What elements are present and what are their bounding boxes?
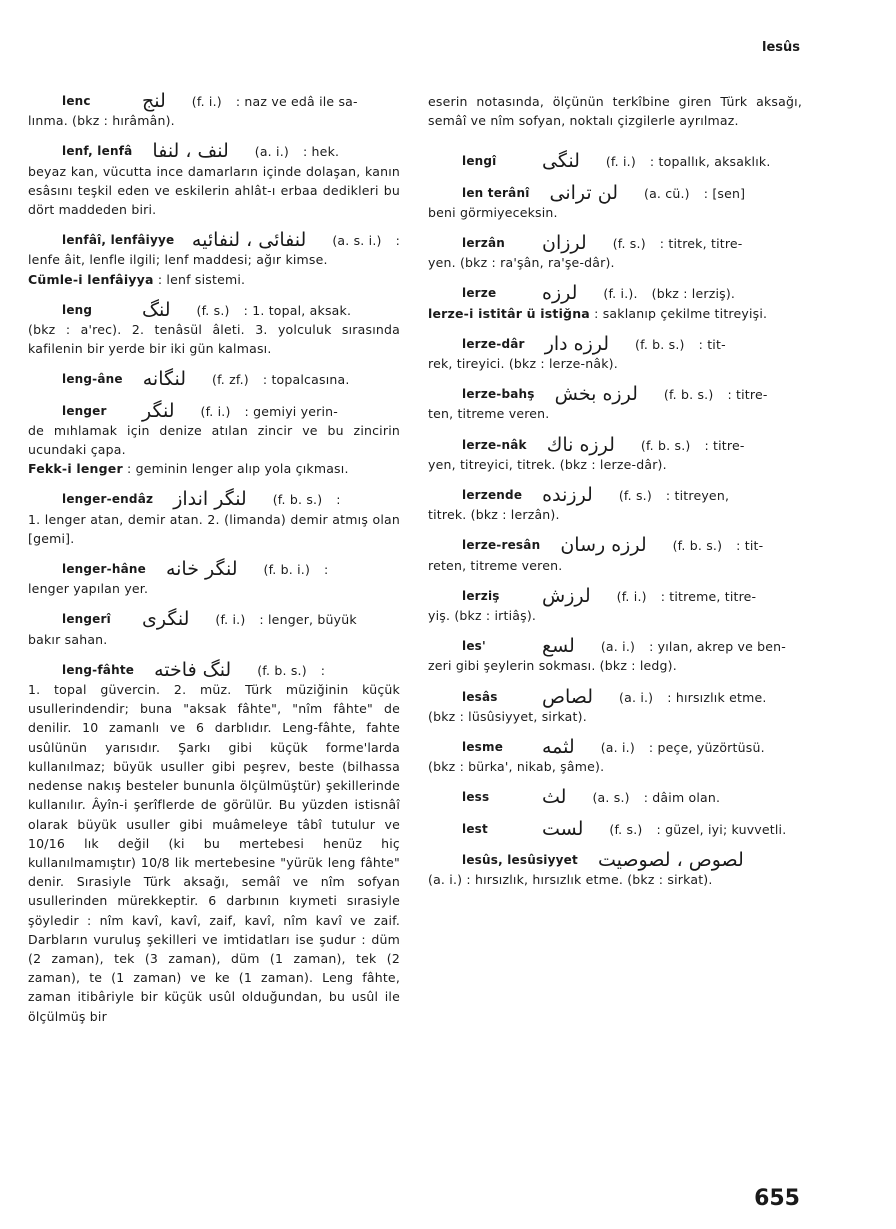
arabic-script: لرزنده: [542, 484, 593, 507]
headword: lenger-hâne: [62, 562, 146, 577]
arabic-script: لنگ: [142, 298, 171, 321]
grammar-label: (a. s. i.): [332, 233, 382, 249]
headword: lenfâî, lenfâiyye: [62, 233, 175, 248]
definition-text: 1. topal güvercin. 2. müz. Türk müziğinin küçük usullerindendir; buna "aksak fâhte", "nîm fâhte" de denilir. 10 zamanlı ve 6 darblıdır. Leng-fâhte, fahte usûlünün yarısıdır. Şarkı gibi küçük forme'larda kullanılmaz; büyük usuller gibi peşrev, beste (bilhassa nedense nakış besteler bununla ölçülmüştür) şekillerinde kullanılır. Âyîn-i şerîflerde de görülür. Bu yüzden istisnâî olarak büyük usuller gibi muâmeleye tâbî tutulur ve 10/16 lık değil (ki bu mertebesi henüz hiç kullanılmamıştır) 10/8 lik mertebesine "yürük leng fâhte" denir. Sırasiyle Türk aksağı, semâî ve nîm sofyan usullerinden mürekkeptir. 6 darbının kıymeti sırasiyle şöyledir : nîm kavî, kavî, zaif, kavî, nîm kavî ve zaif. Darbların vuruluş şekilleri ve imtidatları ise şudur : düm (2 zaman), tek (3 zaman), düm (1 zaman), tek (2 zaman), te (1 zaman) ve ke (1 zaman). Leng fâhte, zaman itibâriyle bir küçük usûl olduğundan, bu usûl ile ölçülmüş bir: [28, 682, 400, 1024]
arabic-script: لث: [542, 786, 567, 809]
sub-headword: lerze-i istitâr ü istiğna: [428, 305, 590, 321]
headword: lerze-resân: [462, 538, 541, 553]
entry-headline: [428, 234, 802, 253]
dictionary-entry: [28, 560, 400, 598]
arabic-script: لنگ فاخته: [154, 658, 232, 681]
definition-start: : dâim olan.: [643, 790, 721, 806]
sub-entry: [28, 270, 400, 289]
entry-headline: [428, 332, 802, 355]
headword: lerze-nâk: [462, 437, 527, 452]
dictionary-entry: [428, 685, 802, 726]
definition-start: :: [324, 562, 329, 578]
sub-definition: : saklanıp çekilme titreyişi.: [594, 305, 768, 321]
dictionary-entry: [428, 486, 802, 524]
right-column: [428, 92, 802, 901]
arabic-script: لرزه رسان: [560, 534, 647, 557]
entry-headline: [28, 399, 400, 422]
dictionary-entry: [28, 658, 400, 1026]
headword: len terânî: [462, 185, 530, 200]
definition-start: : lenger, büyük: [259, 612, 357, 628]
definition-start: : topalcasına.: [262, 372, 350, 388]
definition-start: : hırsızlık etme.: [667, 689, 767, 705]
definition-start: : topallık, aksaklık.: [649, 154, 771, 170]
grammar-label: (a. cü.): [644, 185, 690, 201]
grammar-label: (a. i.): [254, 144, 289, 160]
definition-text: (a. i.) : hırsızlık, hırsızlık etme. (bkz : sirkat).: [428, 872, 713, 888]
definition-start: : titre-: [704, 437, 745, 453]
entry-headline: [28, 370, 400, 389]
dictionary-entry: [28, 298, 400, 359]
definition-text: rek, tireyici. (bkz : lerze-nâk).: [428, 356, 618, 372]
definition-start: : titrek, titre-: [659, 236, 743, 252]
definition-text: (bkz : bürka', nikab, şâme).: [428, 759, 605, 775]
grammar-label: (a. s.): [592, 790, 630, 806]
dictionary-entry: [428, 536, 802, 574]
arabic-script: لنگر انداز: [173, 488, 247, 511]
definition-start: : yılan, akrep ve ben-: [649, 639, 787, 655]
definition-start: : titreme, titre-: [660, 588, 757, 604]
arabic-script: لنگر خانه: [165, 558, 238, 581]
entry-headline: [28, 490, 400, 509]
grammar-label: (f. i.).: [603, 286, 638, 302]
entry-headline: [428, 637, 802, 656]
grammar-label: (f. b. s.): [672, 538, 723, 554]
left-column: [28, 92, 400, 1038]
continued-text: eserin notasında, ölçünün terkîbine giren Türk aksağı, semâî ve nîm sofyan, noktalı çizgilerle ayrılmaz.: [428, 94, 802, 129]
definition-text: beyaz kan, vücutta ince damarların içinde dolaşan, kanın esâsını teşkil eden ve eskilerin ahlât-ı erbaa dedikleri bu dört maddeden biri.: [28, 163, 400, 218]
sub-definition: : geminin lenger alıp yola çıkması.: [127, 461, 349, 477]
dictionary-entry: [28, 231, 400, 289]
headword: lesme: [462, 740, 504, 755]
dictionary-entry: [428, 332, 802, 373]
entry-headline: [28, 231, 400, 250]
dictionary-entry: [28, 610, 400, 648]
sub-headword: Fekk-i lenger: [28, 461, 123, 477]
dictionary-entry: [428, 738, 802, 776]
headword: less: [462, 790, 490, 805]
arabic-script: لنگانه: [142, 368, 187, 391]
definition-text: reten, titreme veren.: [428, 557, 563, 573]
page-number: 655: [754, 1186, 800, 1211]
arabic-script: لرزه: [542, 282, 578, 305]
entry-headline: [28, 298, 400, 321]
arabic-script: لنگر: [142, 399, 175, 422]
arabic-script: لنگرى: [142, 608, 190, 631]
definition-text: zeri gibi şeylerin sokması. (bkz : ledg).: [428, 658, 677, 674]
arabic-script: لست: [542, 817, 584, 840]
dictionary-entry: [428, 584, 802, 625]
headword: lerze-bahş: [462, 387, 535, 402]
headword: lerze: [462, 286, 497, 301]
definition-text: (bkz : lüsûsiyyet, sirkat).: [428, 708, 587, 724]
headword: leng-âne: [62, 372, 123, 387]
dictionary-entry: [28, 92, 400, 130]
entry-headline: [28, 658, 400, 681]
headword: lerzende: [462, 488, 523, 503]
headword: lerziş: [462, 588, 500, 603]
entry-headline: [428, 433, 802, 456]
entry-headline: [28, 92, 400, 111]
definition-text: bakır sahan.: [28, 631, 108, 647]
definition-start: :: [336, 492, 341, 508]
grammar-label: (f. b. i.): [263, 562, 311, 578]
entry-headline: [428, 536, 802, 555]
sub-definition: : lenf sistemi.: [157, 271, 246, 287]
definition-start: : titreyen,: [665, 488, 730, 504]
headword: lenger-endâz: [62, 492, 154, 507]
headword: lesâs: [462, 689, 498, 704]
arabic-script: لنج: [142, 90, 166, 112]
dictionary-entry: [428, 817, 802, 840]
sub-entry: [28, 459, 400, 478]
dictionary-entry: [28, 490, 400, 548]
dictionary-entry: [428, 181, 802, 222]
dictionary-entry: [428, 234, 802, 272]
definition-text: lınma. (bkz : hırâmân).: [28, 113, 175, 129]
arabic-script: لرزان: [542, 232, 587, 255]
definition-text: ten, titreme veren.: [428, 406, 550, 422]
dictionary-entry: [428, 284, 802, 322]
definition-text: lenfe âit, lenfle ilgili; lenf maddesi; ağır kimse.: [28, 252, 328, 268]
arabic-script: لسع: [542, 635, 575, 658]
arabic-script: لصوص ، لصوصيت: [597, 848, 744, 871]
definition-start: : güzel, iyi; kuvvetli.: [656, 821, 787, 837]
grammar-label: (f. i.): [215, 612, 246, 628]
definition-start: (bkz : lerziş).: [651, 286, 736, 302]
definition-text: titrek. (bkz : lerzân).: [428, 507, 560, 523]
definition-text: 1. lenger atan, demir atan. 2. (limanda) demir atmış olan [gemi].: [28, 511, 400, 546]
headword: lerze-dâr: [462, 336, 525, 351]
dictionary-entry: [428, 152, 802, 171]
dictionary-entry: [28, 399, 400, 479]
entry-headline: [428, 152, 802, 171]
grammar-label: (f. i.): [200, 403, 231, 419]
headword: lenger: [62, 403, 107, 418]
entry-headline: [28, 560, 400, 579]
grammar-label: (a. i.): [600, 639, 636, 655]
arabic-script: لنفائى ، لنفائيه: [191, 229, 307, 252]
entry-headline: [28, 142, 400, 161]
grammar-label: (f. i.): [191, 94, 222, 109]
headword: leng: [62, 302, 93, 317]
entry-headline: [428, 584, 802, 607]
dictionary-entry: [428, 433, 802, 474]
entry-headline: [428, 788, 802, 807]
definition-text: yiş. (bkz : irtiâş).: [428, 608, 537, 624]
grammar-label: (f. zf.): [212, 372, 249, 388]
definition-start: : tit-: [736, 538, 764, 554]
grammar-label: (f. b. s.): [640, 437, 691, 453]
definition-start: : 1. topal, aksak.: [243, 302, 352, 318]
definition-text: de mıhlamak için denize atılan zincir ve bu zincirin ucundaki çapa.: [28, 422, 400, 458]
arabic-script: لثمه: [542, 736, 575, 759]
arabic-script: لنف ، لنفا: [152, 140, 229, 163]
headword: lesûs, lesûsiyyet: [462, 852, 578, 867]
grammar-label: (f. s.): [196, 302, 230, 318]
grammar-label: (f. s.): [609, 821, 643, 837]
grammar-label: (f. b. s.): [635, 336, 685, 352]
grammar-label: (f. i.): [605, 154, 636, 170]
running-header: lesûs: [761, 40, 800, 55]
definition-start: : [sen]: [703, 185, 746, 201]
definition-text: beni görmiyeceksin.: [428, 204, 558, 220]
entry-headline: [428, 284, 802, 303]
arabic-script: لرزه بخش: [554, 383, 638, 406]
definition-start: : titre-: [727, 387, 768, 403]
definition-text: yen, titreyici, titrek. (bkz : lerze-dâr).: [428, 456, 667, 472]
definition-start: : peçe, yüzörtüsü.: [648, 740, 765, 756]
headword: lenc: [62, 94, 91, 108]
grammar-label: (f. i.): [616, 588, 647, 604]
definition-text: yen. (bkz : ra'şân, ra'şe-dâr).: [428, 255, 615, 271]
dictionary-entry: [428, 788, 802, 807]
entry-headline: [28, 610, 400, 629]
grammar-label: (f. b. s.): [663, 387, 714, 403]
arabic-script: لرزه دار: [544, 332, 610, 355]
definition-start: : hek.: [302, 144, 340, 160]
definition-start: :: [395, 233, 400, 249]
definition-start: : gemiyi yerin-: [244, 403, 338, 419]
headword: les': [462, 639, 486, 654]
grammar-label: (a. i.): [600, 740, 635, 756]
grammar-label: (f. b. s.): [272, 492, 323, 508]
entry-headline: [428, 486, 802, 505]
headword: leng-fâhte: [62, 662, 135, 677]
headword: lengî: [462, 154, 497, 169]
dictionary-entry: [28, 142, 400, 219]
entry-headline: [428, 385, 802, 404]
entry-headline: [428, 848, 802, 871]
entry-headline: [428, 181, 802, 204]
headword: lengerî: [62, 612, 111, 627]
arabic-script: لنگى: [542, 150, 580, 173]
entry-headline: [428, 738, 802, 757]
arabic-script: لن ترانى: [549, 181, 618, 204]
entry-headline: [428, 685, 802, 708]
definition-text: (bkz : a'rec). 2. tenâsül âleti. 3. yolculuk sırasında kafilenin bir yerde bir iki gün kalması.: [28, 322, 400, 357]
dictionary-entry: [28, 370, 400, 389]
entry-headline: [428, 817, 802, 840]
dictionary-entry: [428, 385, 802, 423]
arabic-script: لرزه ناك: [546, 433, 615, 456]
grammar-label: (a. i.): [619, 689, 654, 705]
sub-entry: [428, 304, 802, 323]
definition-text: lenger yapılan yer.: [28, 581, 149, 597]
sub-headword: Cümle-i lenfâiyya: [28, 271, 154, 287]
grammar-label: (f. b. s.): [257, 662, 307, 678]
headword: lerzân: [462, 236, 505, 251]
grammar-label: (f. s.): [612, 236, 646, 252]
dictionary-entry: [428, 848, 802, 889]
headword: lest: [462, 821, 488, 836]
headword: lenf, lenfâ: [62, 144, 133, 159]
definition-start: :: [320, 662, 326, 678]
arabic-script: لرزش: [542, 584, 591, 607]
definition-start: : tit-: [698, 336, 726, 352]
dictionary-entry: [428, 637, 802, 675]
arabic-script: لصاص: [542, 685, 594, 708]
definition-start: : naz ve edâ ile sa-: [235, 94, 358, 109]
grammar-label: (f. s.): [618, 488, 652, 504]
